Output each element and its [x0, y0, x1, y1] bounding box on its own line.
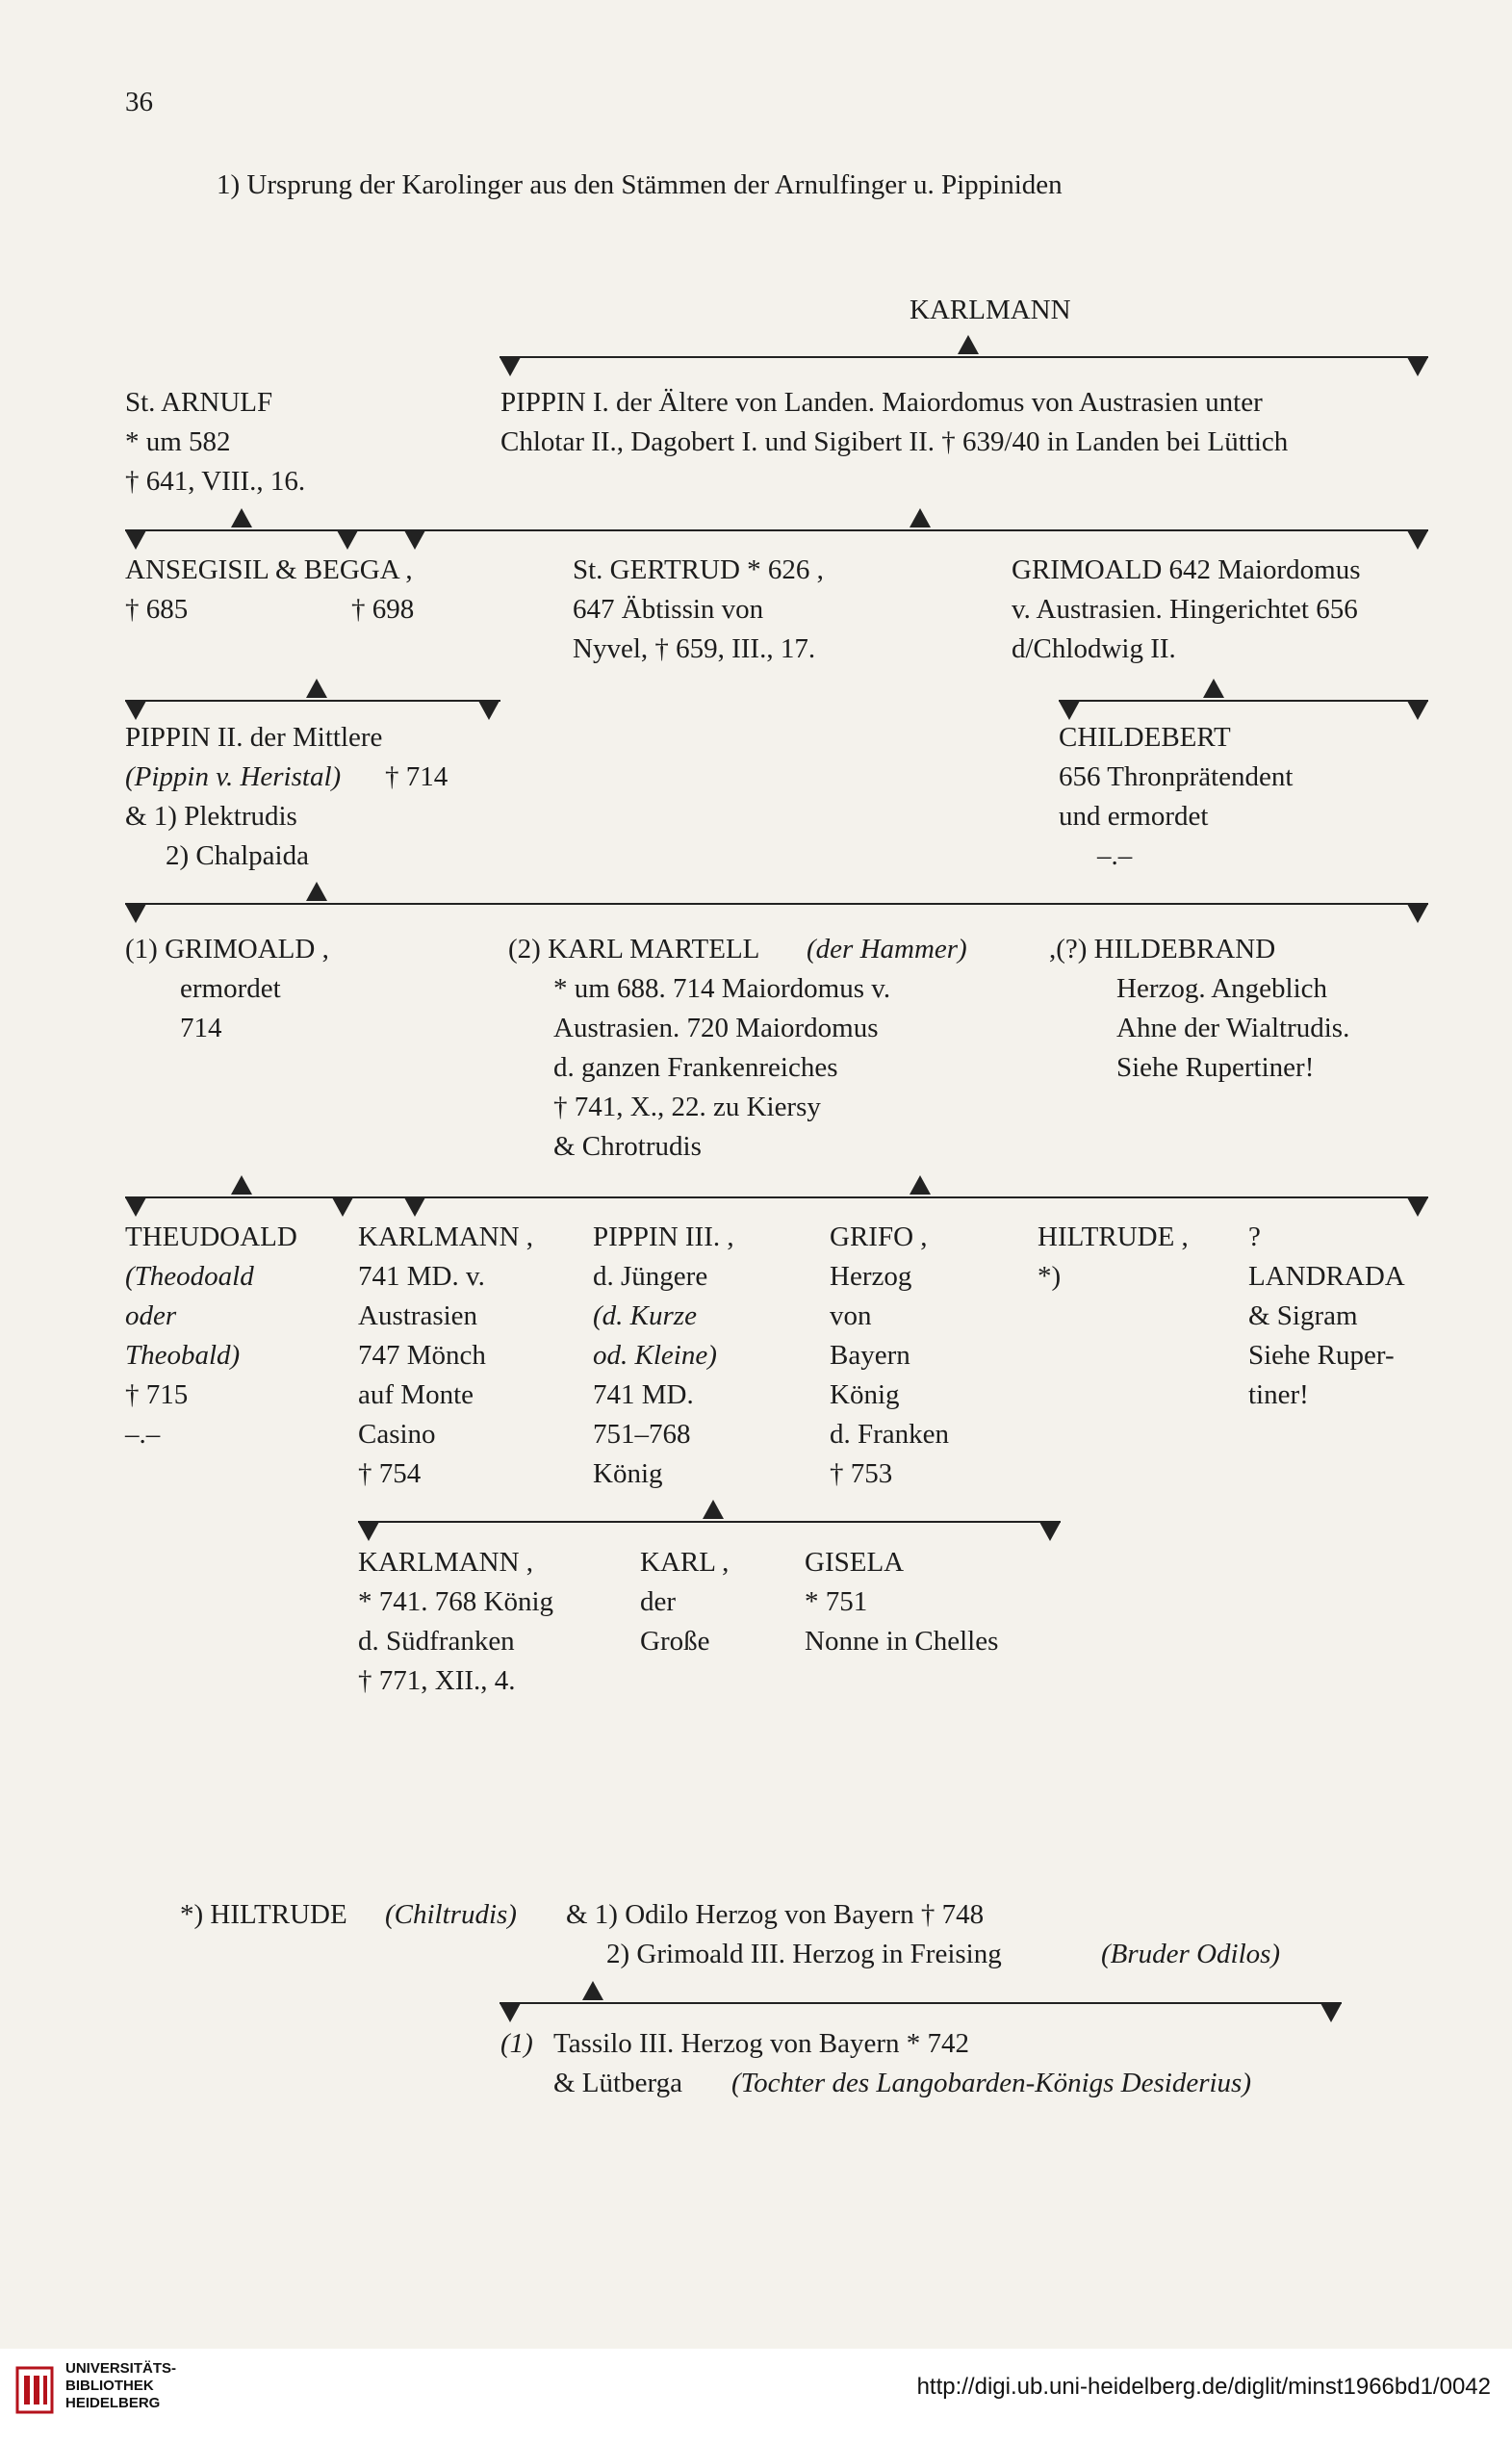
source-url-link[interactable]: http://digi.ub.uni-heidelberg.de/diglit/minst1966bd1/0042	[916, 2374, 1491, 2400]
karlmann3-line4: † 771, XII., 4.	[358, 1665, 516, 1696]
descent-marker	[1320, 2003, 1342, 2022]
descent-marker	[306, 679, 327, 698]
library-logo-icon	[15, 2366, 54, 2414]
landrada-line3: & Sigram	[1248, 1300, 1358, 1331]
theudoald-line6: –.–	[125, 1419, 161, 1450]
karlmann2-name: KARLMANN ,	[358, 1222, 534, 1252]
footnote-hiltrude: *) HILTRUDE	[180, 1899, 347, 1930]
footnote-husband2-note: (Bruder Odilos)	[1101, 1939, 1281, 1969]
pippin3-line5: 741 MD.	[593, 1379, 694, 1410]
descent-line	[1059, 700, 1428, 702]
pippin3-line7: König	[593, 1458, 663, 1489]
descent-marker	[958, 335, 979, 354]
theudoald-line2: (Theodoald	[125, 1261, 254, 1292]
pippin2-wife1: & 1) Plektrudis	[125, 801, 297, 832]
hiltrude-name: HILTRUDE ,	[1038, 1222, 1189, 1252]
childebert-name: CHILDEBERT	[1059, 722, 1231, 753]
arnulf-name: St. ARNULF	[125, 387, 273, 418]
descent-marker	[231, 508, 252, 527]
grifo-line3: von	[830, 1300, 872, 1331]
library-name-line1: UNIVERSITÄTS-	[65, 2360, 177, 2377]
karl-martell-line6: & Chrotrudis	[553, 1131, 702, 1162]
tassilo-wife: & Lütberga	[553, 2068, 682, 2098]
karl-martell-line4: d. ganzen Frankenreiches	[553, 1052, 838, 1083]
gertrud-name: St. GERTRUD * 626 ,	[573, 554, 824, 585]
grimoald2-line2: ermordet	[180, 973, 281, 1004]
page-number: 36	[125, 87, 153, 117]
gertrud-line2: 647 Äbtissin von	[573, 594, 764, 625]
gertrud-line3: Nyvel, † 659, III., 17.	[573, 633, 816, 664]
grimoald1-line1: GRIMOALD 642 Maiordomus	[1012, 554, 1361, 585]
pippin2-epithet: (Pippin v. Heristal)	[125, 761, 342, 792]
grifo-name: GRIFO ,	[830, 1222, 928, 1252]
descent-marker	[1039, 1522, 1061, 1541]
descent-marker	[1059, 701, 1080, 720]
arnulf-death: † 641, VIII., 16.	[125, 466, 306, 497]
descent-line	[500, 356, 1428, 358]
karl-name: KARL ,	[640, 1547, 730, 1578]
descent-marker	[125, 530, 146, 550]
childebert-line4: –.–	[1097, 840, 1133, 871]
grimoald2-name: (1) GRIMOALD ,	[125, 934, 329, 964]
descent-marker	[337, 530, 358, 550]
begga-death: † 698	[351, 594, 415, 625]
hildebrand-line4: Siehe Rupertiner!	[1116, 1052, 1315, 1083]
karl-line3: Große	[640, 1626, 710, 1657]
hildebrand-line3: Ahne der Wialtrudis.	[1116, 1013, 1350, 1043]
pippin3-line3: (d. Kurze	[593, 1300, 697, 1331]
grifo-line4: Bayern	[830, 1340, 910, 1371]
arnulf-birth: * um 582	[125, 426, 231, 457]
gisela-line3: Nonne in Chelles	[805, 1626, 999, 1657]
hildebrand-line2: Herzog. Angeblich	[1116, 973, 1328, 1004]
childebert-line2: 656 Thronprätendent	[1059, 761, 1294, 792]
pippin2-line1: PIPPIN II. der Mittlere	[125, 722, 383, 753]
descent-marker	[500, 2003, 521, 2022]
descent-marker	[1407, 904, 1428, 923]
karl-martell-line5: † 741, X., 22. zu Kiersy	[553, 1092, 821, 1122]
descent-marker	[404, 530, 425, 550]
karl-line2: der	[640, 1586, 677, 1617]
tassilo-index: (1)	[500, 2028, 533, 2059]
ansegisil-death: † 685	[125, 594, 189, 625]
descent-marker	[1407, 530, 1428, 550]
grifo-line2: Herzog	[830, 1261, 912, 1292]
grifo-line5: König	[830, 1379, 900, 1410]
footnote-hiltrude-alias: (Chiltrudis)	[385, 1899, 517, 1930]
karlmann2-line2: 741 MD. v.	[358, 1261, 485, 1292]
karlmann-top: KARLMANN	[910, 295, 1071, 325]
landrada-name: LANDRADA	[1248, 1261, 1405, 1292]
theudoald-line5: † 715	[125, 1379, 189, 1410]
tassilo-name: Tassilo III. Herzog von Bayern * 742	[553, 2028, 970, 2059]
gisela-line2: * 751	[805, 1586, 868, 1617]
gisela-name: GISELA	[805, 1547, 905, 1578]
karlmann2-line6: Casino	[358, 1419, 436, 1450]
pippin1-line2: Chlotar II., Dagobert I. und Sigibert II. † 639/40 in Landen bei Lüttich	[500, 426, 1289, 457]
pippin1-line1: PIPPIN I. der Ältere von Landen. Maiordomus von Austrasien unter	[500, 387, 1263, 418]
descent-marker	[500, 357, 521, 376]
hiltrude-footnote-mark: *)	[1038, 1261, 1062, 1292]
pippin3-line2: d. Jüngere	[593, 1261, 708, 1292]
page-heading: 1) Ursprung der Karolinger aus den Stämmen der Arnulfinger u. Pippiniden	[217, 169, 1063, 200]
grifo-line7: † 753	[830, 1458, 893, 1489]
tassilo-wife-note: (Tochter des Langobarden-Königs Desiderius)	[731, 2068, 1251, 2098]
library-name-line3: HEIDELBERG	[65, 2395, 161, 2411]
descent-marker	[125, 904, 146, 923]
descent-marker	[1203, 679, 1224, 698]
grimoald1-line2: v. Austrasien. Hingerichtet 656	[1012, 594, 1358, 625]
pippin2-death: † 714	[385, 761, 448, 792]
descent-marker	[703, 1500, 724, 1519]
descent-marker	[231, 1175, 252, 1195]
landrada-line1: ?	[1248, 1222, 1261, 1252]
grifo-line6: d. Franken	[830, 1419, 950, 1450]
descent-marker	[125, 701, 146, 720]
descent-marker	[306, 882, 327, 901]
karlmann3-line3: d. Südfranken	[358, 1626, 515, 1657]
descent-line	[404, 1196, 1428, 1198]
footnote-husband1: & 1) Odilo Herzog von Bayern † 748	[566, 1899, 985, 1930]
library-name	[65, 2360, 176, 2412]
library-name-line2: BIBLIOTHEK	[65, 2378, 154, 2394]
descent-marker	[478, 701, 500, 720]
descent-line	[125, 529, 414, 531]
karlmann2-line5: auf Monte	[358, 1379, 474, 1410]
theudoald-line3: oder	[125, 1300, 177, 1331]
descent-line	[125, 903, 1428, 905]
descent-line	[125, 700, 500, 702]
descent-line	[404, 529, 1428, 531]
karlmann3-line2: * 741. 768 König	[358, 1586, 553, 1617]
karlmann2-line4: 747 Mönch	[358, 1340, 486, 1371]
karl-martell-line3: Austrasien. 720 Maiordomus	[553, 1013, 879, 1043]
landrada-line4: Siehe Ruper-	[1248, 1340, 1395, 1371]
landrada-line5: tiner!	[1248, 1379, 1309, 1410]
pippin3-line4: od. Kleine)	[593, 1340, 717, 1371]
descent-line	[125, 1196, 414, 1198]
theudoald-line4: Theobald)	[125, 1340, 241, 1371]
ansegisil-begga: ANSEGISIL & BEGGA ,	[125, 554, 413, 585]
descent-marker	[910, 1175, 931, 1195]
karl-martell-epithet: (der Hammer)	[807, 934, 967, 964]
descent-marker	[404, 1197, 425, 1217]
descent-marker	[332, 1197, 353, 1217]
grimoald1-line3: d/Chlodwig II.	[1012, 633, 1176, 664]
pippin3-line6: 751–768	[593, 1419, 691, 1450]
karlmann2-line3: Austrasien	[358, 1300, 478, 1331]
karl-martell-line2: * um 688. 714 Maiordomus v.	[553, 973, 891, 1004]
descent-marker	[1407, 1197, 1428, 1217]
descent-marker	[1407, 701, 1428, 720]
descent-marker	[1407, 357, 1428, 376]
pippin2-wife2: 2) Chalpaida	[166, 840, 309, 871]
pippin3-name: PIPPIN III. ,	[593, 1222, 734, 1252]
hildebrand-name: ,(?) HILDEBRAND	[1049, 934, 1276, 964]
descent-line	[358, 1521, 1061, 1523]
descent-marker	[358, 1522, 379, 1541]
karlmann2-line7: † 754	[358, 1458, 422, 1489]
karl-martell-name: (2) KARL MARTELL	[508, 934, 760, 964]
descent-marker	[910, 508, 931, 527]
descent-line	[500, 2002, 1342, 2004]
grimoald2-line3: 714	[180, 1013, 222, 1043]
footnote-husband2: 2) Grimoald III. Herzog in Freising	[606, 1939, 1002, 1969]
descent-marker	[582, 1981, 603, 2000]
descent-marker	[125, 1197, 146, 1217]
childebert-line3: und ermordet	[1059, 801, 1209, 832]
karlmann3-name: KARLMANN ,	[358, 1547, 534, 1578]
theudoald-name: THEUDOALD	[125, 1222, 297, 1252]
